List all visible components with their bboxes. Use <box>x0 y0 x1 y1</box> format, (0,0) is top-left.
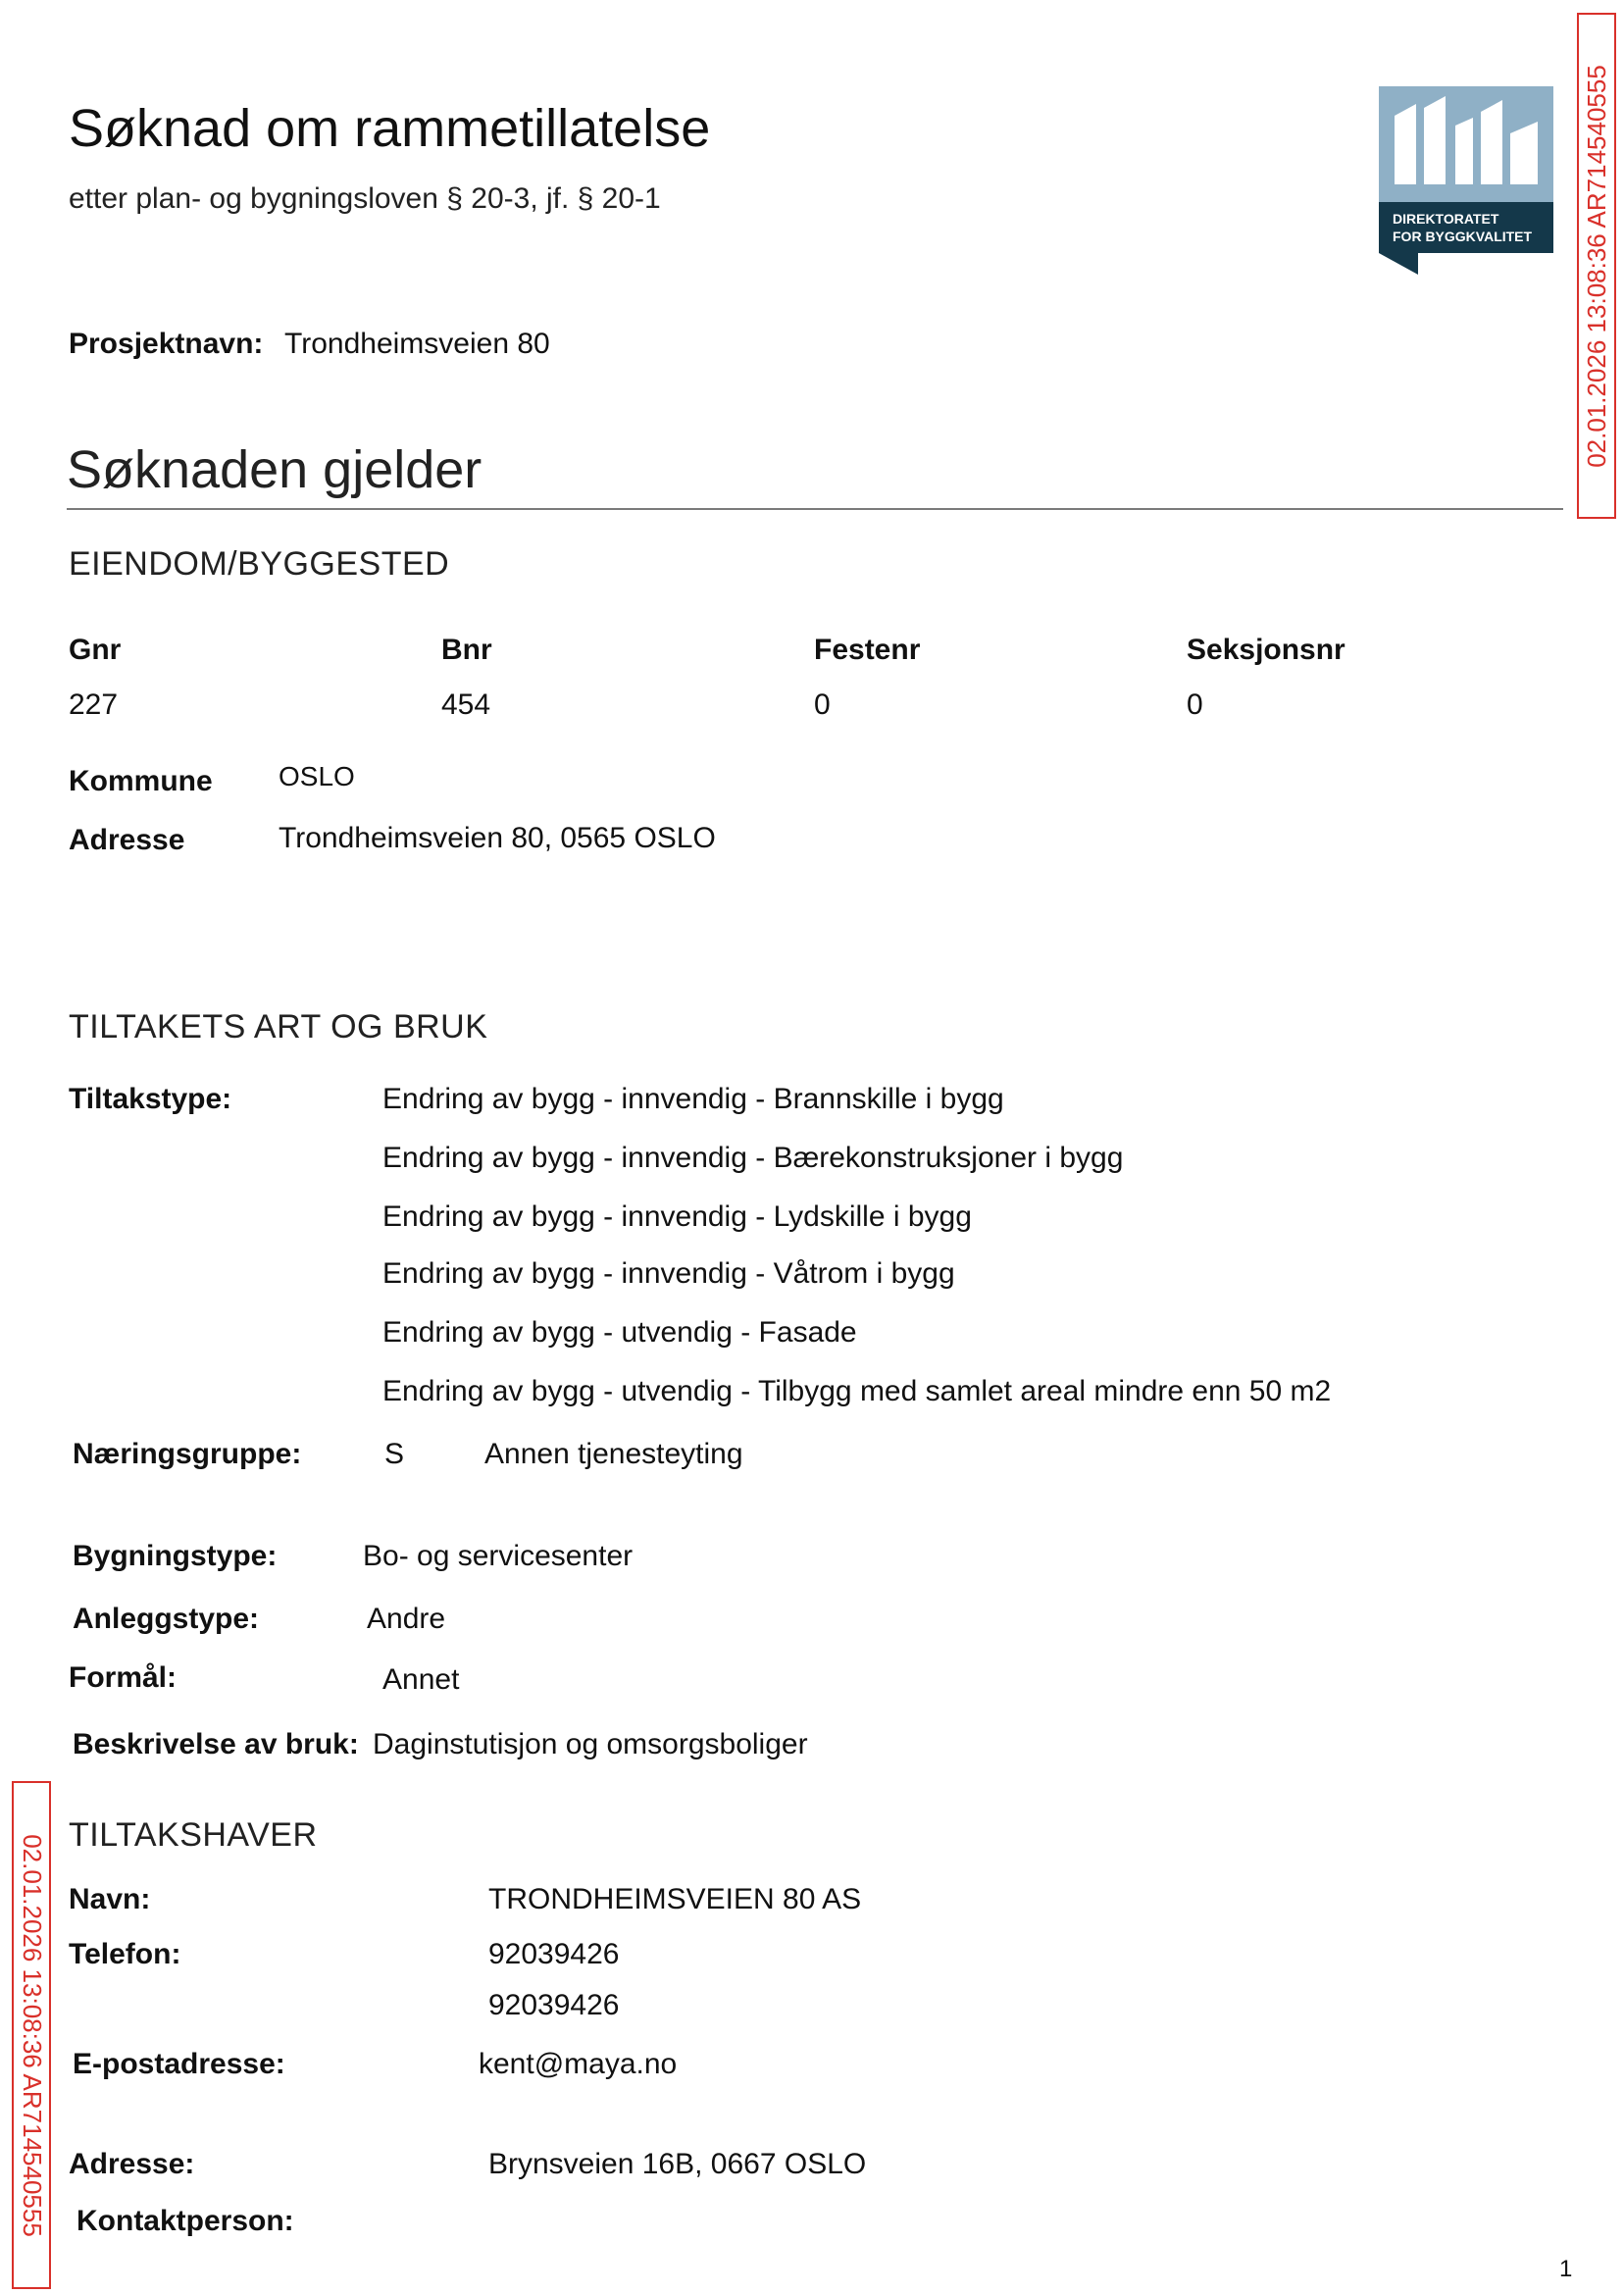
tiltakstype-label: Tiltakstype: <box>69 1083 232 1115</box>
festenr-label: Festenr <box>814 634 921 666</box>
document-subtitle: etter plan- og bygningsloven § 20-3, jf. § 20-1 <box>69 182 661 215</box>
seksjonsnr-value: 0 <box>1187 688 1203 721</box>
owner-heading: TILTAKSHAVER <box>69 1816 318 1854</box>
naeringsgruppe-value: Annen tjenesteyting <box>484 1438 743 1470</box>
owner-name-label: Navn: <box>69 1883 151 1915</box>
anleggstype-value: Andre <box>367 1603 446 1635</box>
beskrivelse-label: Beskrivelse av bruk: <box>73 1728 359 1760</box>
anleggstype-label: Anleggstype: <box>73 1603 260 1635</box>
bnr-value: 454 <box>441 688 491 721</box>
festenr-value: 0 <box>814 688 831 721</box>
gnr-label: Gnr <box>69 634 122 666</box>
owner-email-label: E-postadresse: <box>73 2048 285 2080</box>
formal-value: Annet <box>382 1663 460 1696</box>
property-heading: EIENDOM/BYGGESTED <box>69 545 450 583</box>
formal-label: Formål: <box>69 1661 178 1694</box>
owner-phone-value: 92039426 <box>488 1938 620 1970</box>
bnr-label: Bnr <box>441 634 492 666</box>
tiltakstype-item: Endring av bygg - innvendig - Våtrom i bygg <box>382 1257 955 1290</box>
project-name-label: Prosjektnavn: <box>69 328 264 360</box>
document-title: Søknad om rammetillatelse <box>69 99 711 158</box>
naeringsgruppe-code: S <box>384 1438 405 1470</box>
dibk-logo <box>1379 86 1553 275</box>
contact-person-label: Kontaktperson: <box>76 2205 294 2237</box>
owner-address-label: Adresse: <box>69 2148 195 2180</box>
property-address-label: Adresse <box>69 824 185 856</box>
stamp-text: 02.01.2026 13:08:36 AR714540555 <box>17 1833 47 2237</box>
bygningstype-value: Bo- og servicesenter <box>363 1540 634 1572</box>
owner-phone-value: 92039426 <box>488 1989 620 2021</box>
section-divider <box>67 508 1563 510</box>
stamp-text: 02.01.2026 13:08:36 AR714540555 <box>1581 64 1611 468</box>
owner-email-value: kent@maya.no <box>479 2048 678 2080</box>
page-number: 1 <box>1559 2256 1573 2282</box>
owner-name-value: TRONDHEIMSVEIEN 80 AS <box>488 1883 862 1915</box>
tiltakstype-item: Endring av bygg - utvendig - Fasade <box>382 1316 857 1349</box>
tiltakstype-item: Endring av bygg - innvendig - Lydskille i bygg <box>382 1200 972 1233</box>
logo-text-line1: DIREKTORATET <box>1393 211 1499 227</box>
seksjonsnr-label: Seksjonsnr <box>1187 634 1345 666</box>
property-address-value: Trondheimsveien 80, 0565 OSLO <box>279 822 716 854</box>
owner-phone-label: Telefon: <box>69 1938 181 1970</box>
tiltakstype-item: Endring av bygg - innvendig - Brannskille i bygg <box>382 1083 1004 1115</box>
logo-text-line2: FOR BYGGKVALITET <box>1393 229 1533 244</box>
section-title: Søknaden gjelder <box>67 440 482 499</box>
kommune-value: OSLO <box>279 761 355 791</box>
owner-address-value: Brynsveien 16B, 0667 OSLO <box>488 2148 867 2180</box>
registration-stamp-side <box>12 1781 51 2289</box>
bygningstype-label: Bygningstype: <box>73 1540 278 1572</box>
kommune-label: Kommune <box>69 765 213 797</box>
tiltakstype-item: Endring av bygg - utvendig - Tilbygg med samlet areal mindre enn 50 m2 <box>382 1375 1332 1407</box>
beskrivelse-value: Daginstutisjon og omsorgsboliger <box>373 1728 808 1760</box>
registration-stamp-top <box>1577 13 1616 519</box>
naeringsgruppe-label: Næringsgruppe: <box>73 1438 302 1470</box>
gnr-value: 227 <box>69 688 119 721</box>
tiltakstype-item: Endring av bygg - innvendig - Bærekonstruksjoner i bygg <box>382 1142 1124 1174</box>
project-name-value: Trondheimsveien 80 <box>284 328 550 360</box>
measure-heading: TILTAKETS ART OG BRUK <box>69 1008 488 1045</box>
